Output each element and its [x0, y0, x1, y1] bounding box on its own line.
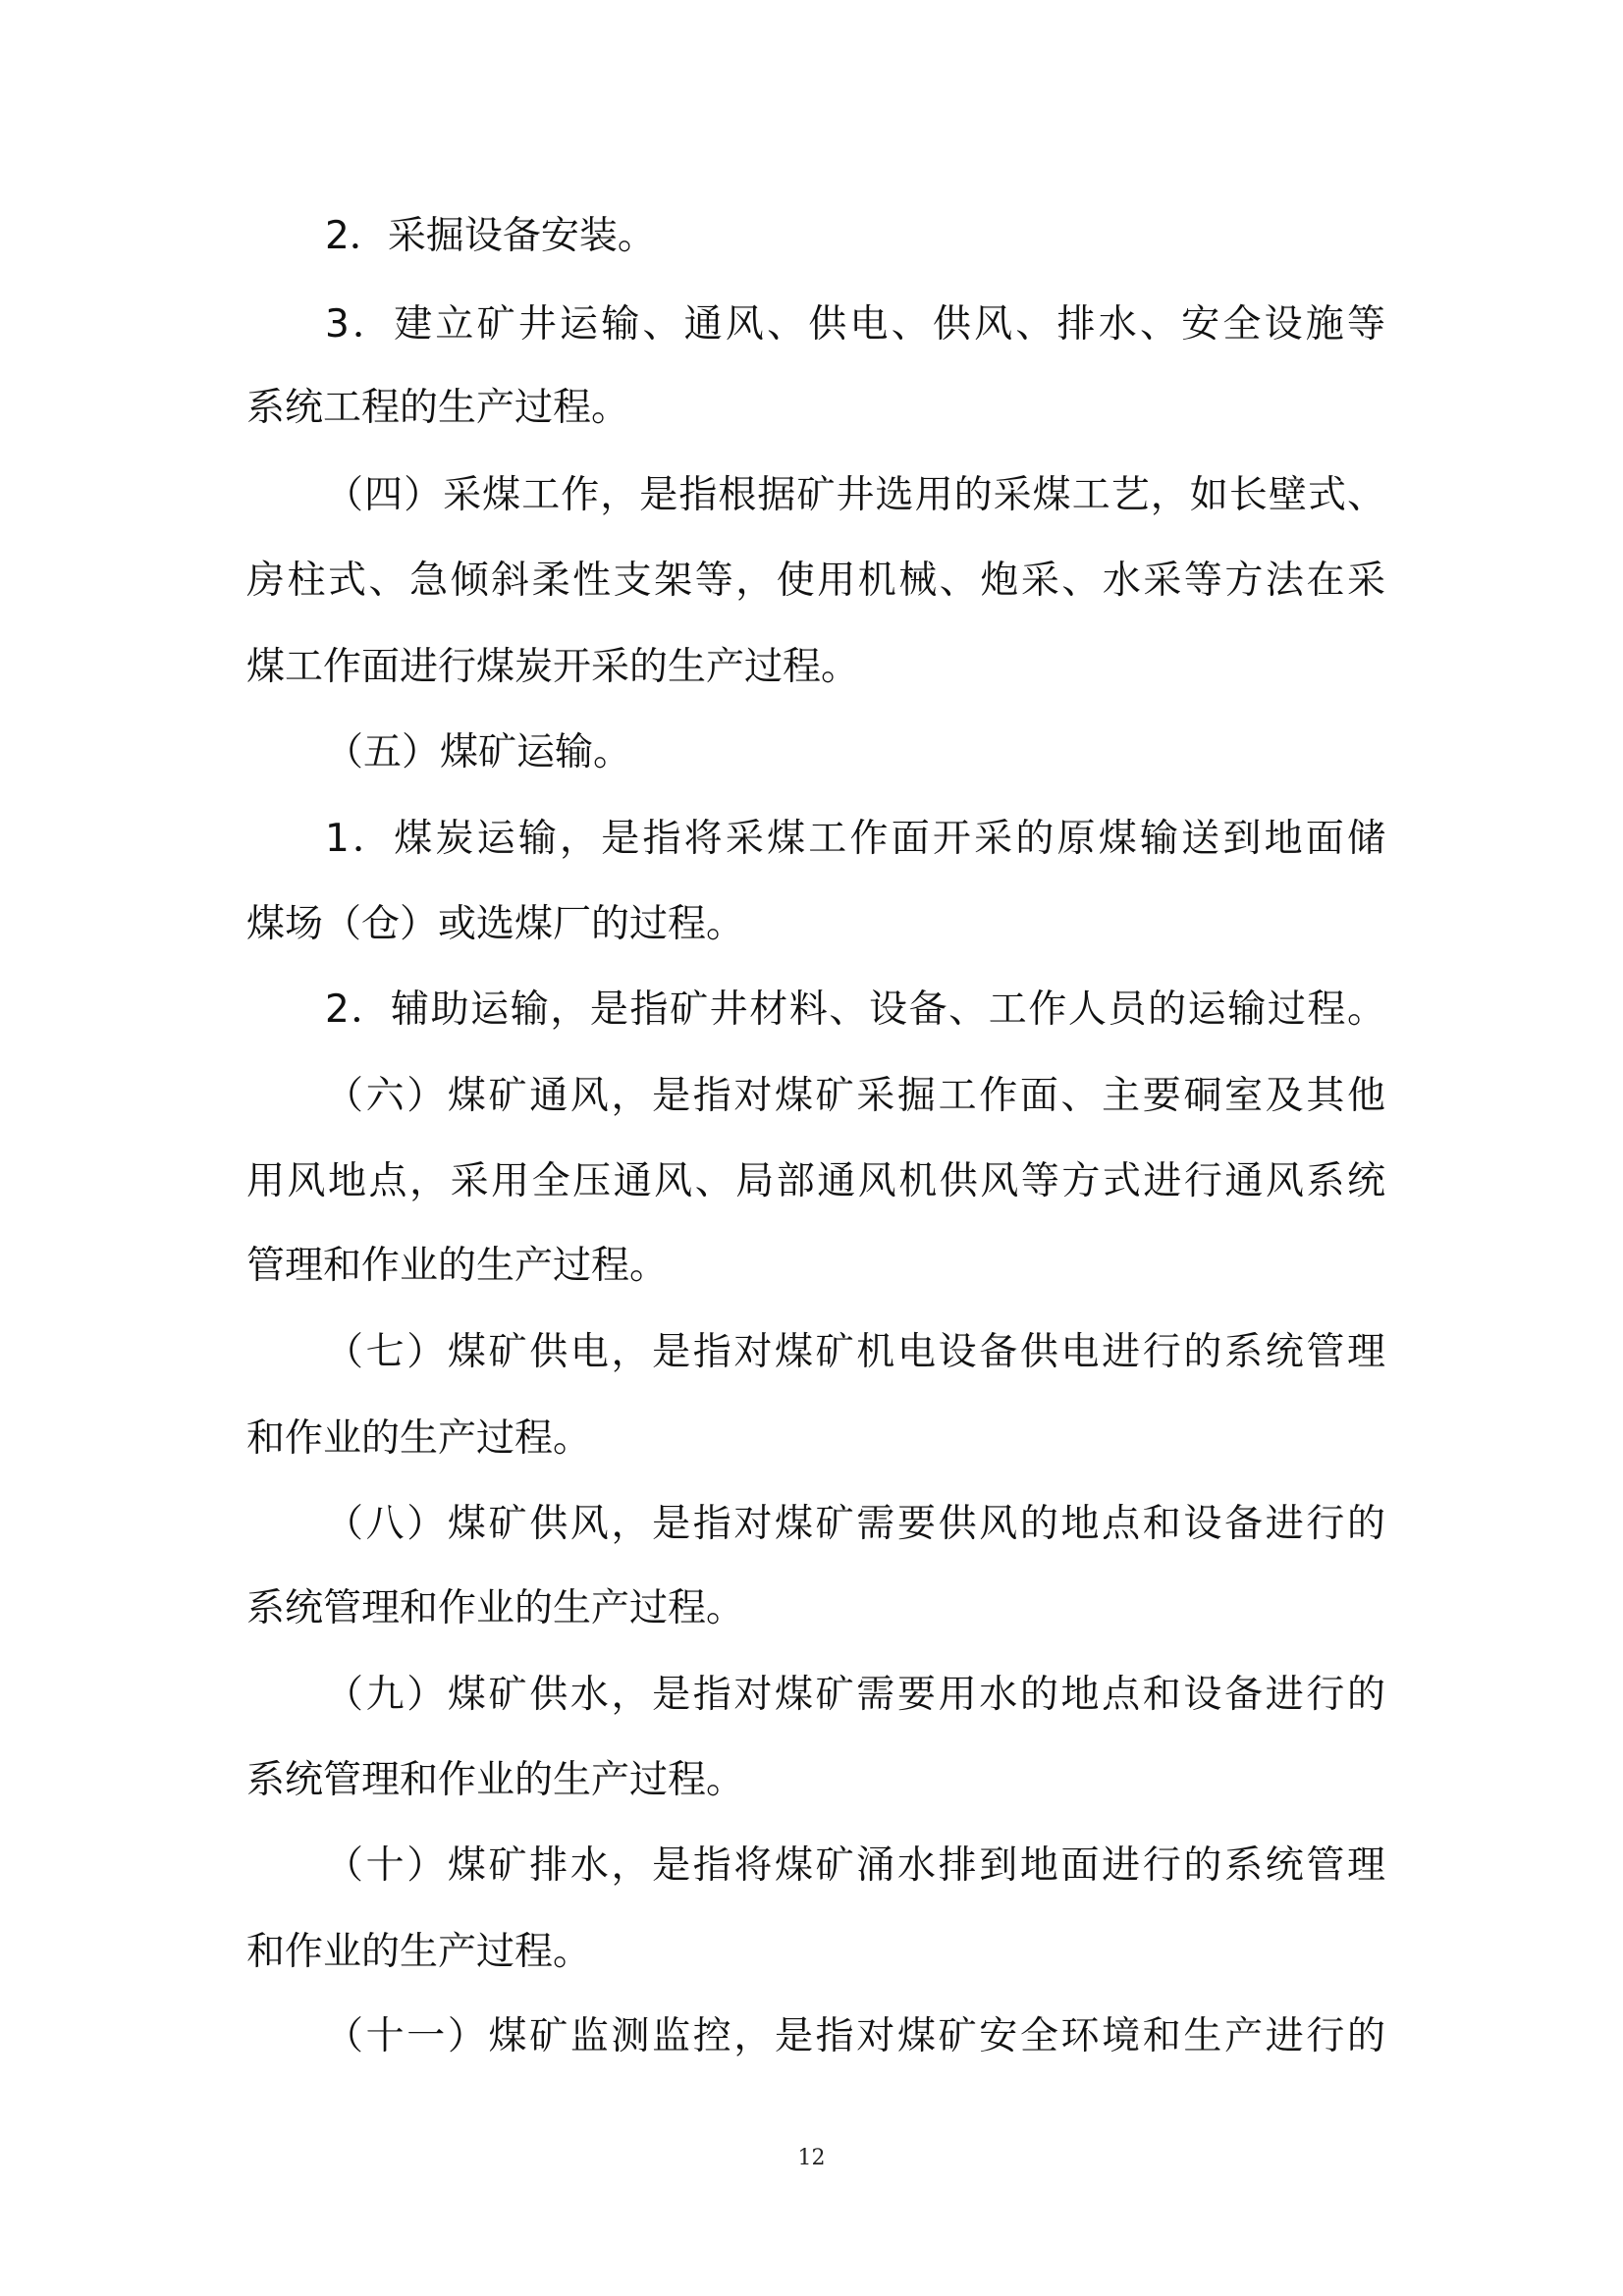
text-line: 3．建立矿井运输、通风、供电、供风、排水、安全设施等	[325, 302, 1385, 347]
text-line: 系统工程的生产过程。	[246, 386, 630, 430]
page-number: 12	[797, 2146, 826, 2170]
text-line: （七）煤矿供电，是指对煤矿机电设备供电进行的系统管理	[325, 1330, 1385, 1374]
text-line: （九）煤矿供水，是指对煤矿需要用水的地点和设备进行的	[325, 1673, 1385, 1717]
text-line: 2．辅助运输，是指矿井材料、设备、工作人员的运输过程。	[325, 988, 1385, 1032]
text-line: （六）煤矿通风，是指对煤矿采掘工作面、主要硐室及其他	[325, 1074, 1385, 1118]
text-line: 和作业的生产过程。	[246, 1930, 592, 1974]
text-line: 系统管理和作业的生产过程。	[246, 1586, 745, 1630]
text-line: 煤工作面进行煤炭开采的生产过程。	[246, 645, 860, 689]
text-line: （四）采煤工作，是指根据矿井选用的采煤工艺，如长壁式、	[325, 473, 1385, 517]
text-line: 2．采掘设备安装。	[325, 214, 656, 258]
text-line: 和作业的生产过程。	[246, 1416, 592, 1461]
text-line: （八）煤矿供风，是指对煤矿需要供风的地点和设备进行的	[325, 1502, 1385, 1546]
text-line: （五）煤矿运输。	[325, 730, 632, 774]
text-line: （十一）煤矿监测监控，是指对煤矿安全环境和生产进行的	[325, 2014, 1385, 2058]
text-line: 煤场（仓）或选煤厂的过程。	[246, 902, 745, 946]
text-line: 1．煤炭运输，是指将采煤工作面开采的原煤输送到地面储	[325, 817, 1385, 861]
text-line: 用风地点，采用全压通风、局部通风机供风等方式进行通风系统	[246, 1159, 1385, 1203]
text-line: 房柱式、急倾斜柔性支架等，使用机械、炮采、水采等方法在采	[246, 559, 1385, 603]
text-line: （十）煤矿排水，是指将煤矿涌水排到地面进行的系统管理	[325, 1843, 1385, 1888]
text-line: 管理和作业的生产过程。	[246, 1244, 669, 1288]
text-line: 系统管理和作业的生产过程。	[246, 1758, 745, 1802]
